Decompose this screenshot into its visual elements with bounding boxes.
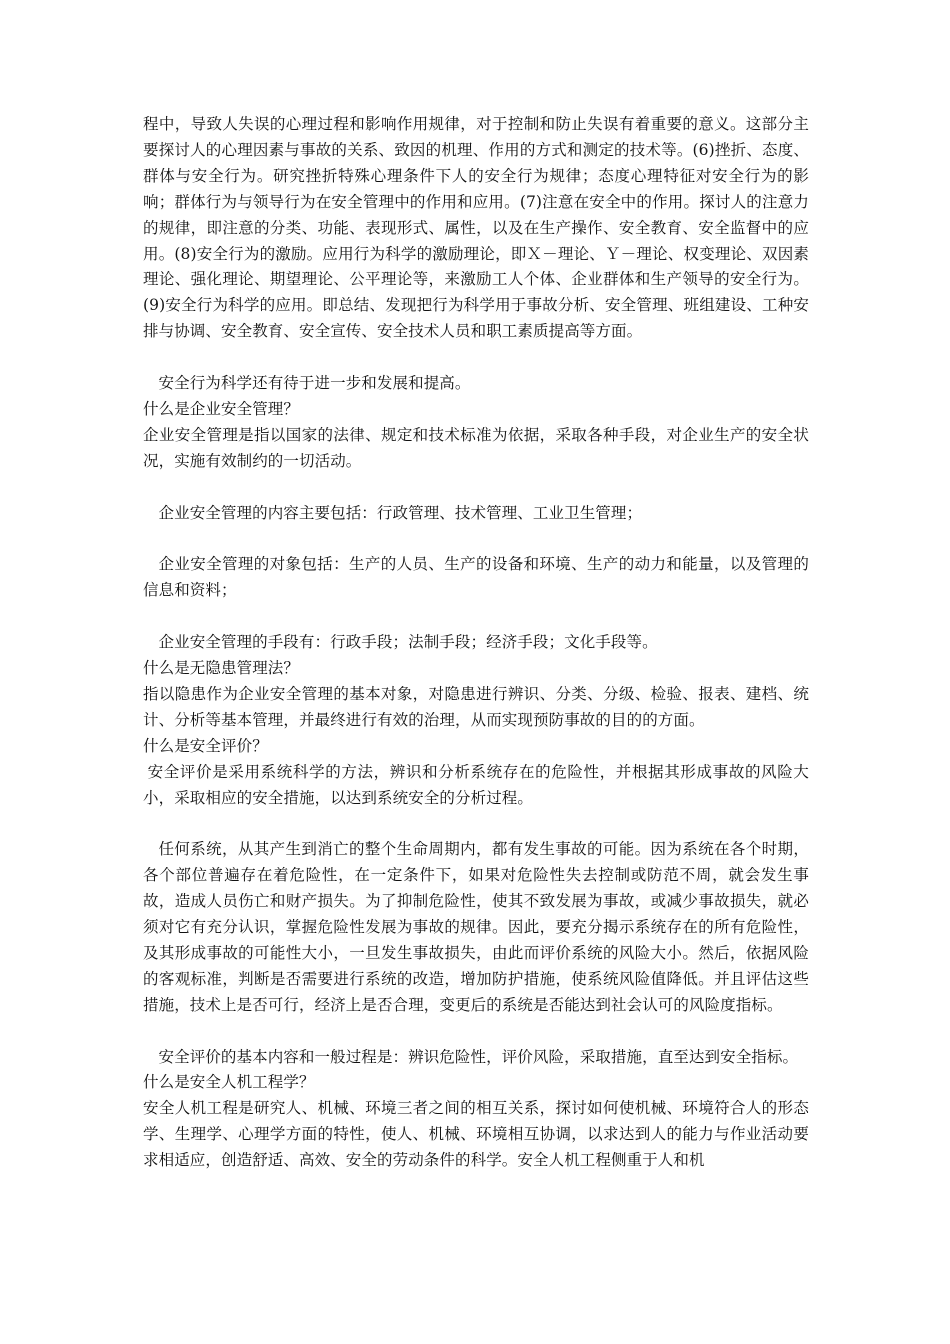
paragraph-gap bbox=[143, 475, 809, 501]
paragraph-gap bbox=[143, 526, 809, 552]
paragraph-safety-assessment-definition: 安全评价是采用系统科学的方法，辨识和分析系统存在的危险性，并根据其形成事故的风险大小，采取相应的安全措施，以达到系统安全的分析过程。 bbox=[143, 762, 809, 807]
heading-safety-assessment: 什么是安全评价？ bbox=[143, 736, 268, 755]
paragraph-safety-ergonomics-definition: 安全人机工程是研究人、机械、环境三者之间的相互关系，探讨如何使机械、环境符合人的形态学、生理学、心理学方面的特性，使人、机械、环境相互协调，以求达到人的能力与作业活动要求相适应，创造舒适、高效、安全的劳动条件的科学。安全人机工程侧重于人和机 bbox=[143, 1099, 809, 1170]
paragraph-management-content: 企业安全管理的内容主要包括：行政管理、技术管理、工业卫生管理； bbox=[158, 503, 643, 522]
paragraph-management-means: 企业安全管理的手段有：行政手段；法制手段；经济手段；文化手段等。 bbox=[158, 633, 658, 652]
heading-safety-ergonomics: 什么是安全人机工程学？ bbox=[143, 1073, 315, 1092]
paragraph-gap bbox=[143, 811, 809, 837]
paragraph-system-lifecycle-risk: 任何系统，从其产生到消亡的整个生命周期内，都有发生事故的可能。因为系统在各个时期，各个部位普遍存在着危险性，在一定条件下，如果对危险性失去控制或防范不周，就会发生事故，造成人员伤亡和财产损失。为了抑制危险性，使其不致发展为事故，或减少事故损失，就必须对它有充分认识，掌握危险性发展为事故的规律。因此，要充分揭示系统存在的所有危险性，及其形成事故的可能性大小，一旦发生事故损失，由此而评价系统的风险大小。然后，依据风险的客观标准，判断是否需要进行系统的改造，增加防护措施，使系统风险值降低。并且评估这些措施，技术上是否可行，经济上是否合理，变更后的系统是否能达到社会认可的风险度指标。 bbox=[143, 840, 809, 1014]
heading-hazard-free-management: 什么是无隐患管理法？ bbox=[143, 658, 300, 677]
paragraph-gap bbox=[143, 1019, 809, 1045]
document-page bbox=[143, 112, 809, 1174]
paragraph-management-objects: 企业安全管理的对象包括：生产的人员、生产的设备和环境、生产的动力和能量，以及管理的信息和资料； bbox=[143, 555, 809, 600]
heading-enterprise-safety-management: 什么是企业安全管理？ bbox=[143, 399, 300, 418]
paragraph-enterprise-safety-definition: 企业安全管理是指以国家的法律、规定和技术标准为依据，采取各种手段，对企业生产的安全状况，实施有效制约的一切活动。 bbox=[143, 425, 809, 470]
paragraph-gap bbox=[143, 604, 809, 630]
paragraph-hazard-free-definition: 指以隐患作为企业安全管理的基本对象，对隐患进行辨识、分类、分级、检验、报表、建档、统计、分析等基本管理，并最终进行有效的治理，从而实现预防事故的目的的方面。 bbox=[143, 684, 809, 729]
paragraph-behavior-science-outlook: 安全行为科学还有待于进一步和发展和提高。 bbox=[158, 374, 471, 393]
paragraph-gap bbox=[143, 345, 809, 371]
paragraph-assessment-process: 安全评价的基本内容和一般过程是：辨识危险性，评价风险，采取措施，直至达到安全指标。 bbox=[158, 1047, 799, 1066]
paragraph-behavior-science-continued: 程中，导致人失误的心理过程和影响作用规律，对于控制和防止失误有着重要的意义。这部分主要探讨人的心理因素与事故的关系、致因的机理、作用的方式和测定的技术等。(6)挫折、态度、群体与安全行为。研究挫折特殊心理条件下人的安全行为规律；态度心理特征对安全行为的影响；群体行为与领导行为在安全管理中的作用和应用。(7)注意在安全中的作用。探讨人的注意力的规律，即注意的分类、功能、表现形式、属性，以及在生产操作、安全教育、安全监督中的应用。(8)安全行为的激励。应用行为科学的激励理论，即Ｘ－理论、Ｙ－理论、权变理论、双因素理论、强化理论、期望理论、公平理论等，来激励工人个体、企业群体和生产领导的安全行为。(9)安全行为科学的应用。即总结、发现把行为科学用于事故分析、安全管理、班组建设、工种安排与协调、安全教育、安全宣传、安全技术人员和职工素质提高等方面。 bbox=[143, 115, 809, 341]
